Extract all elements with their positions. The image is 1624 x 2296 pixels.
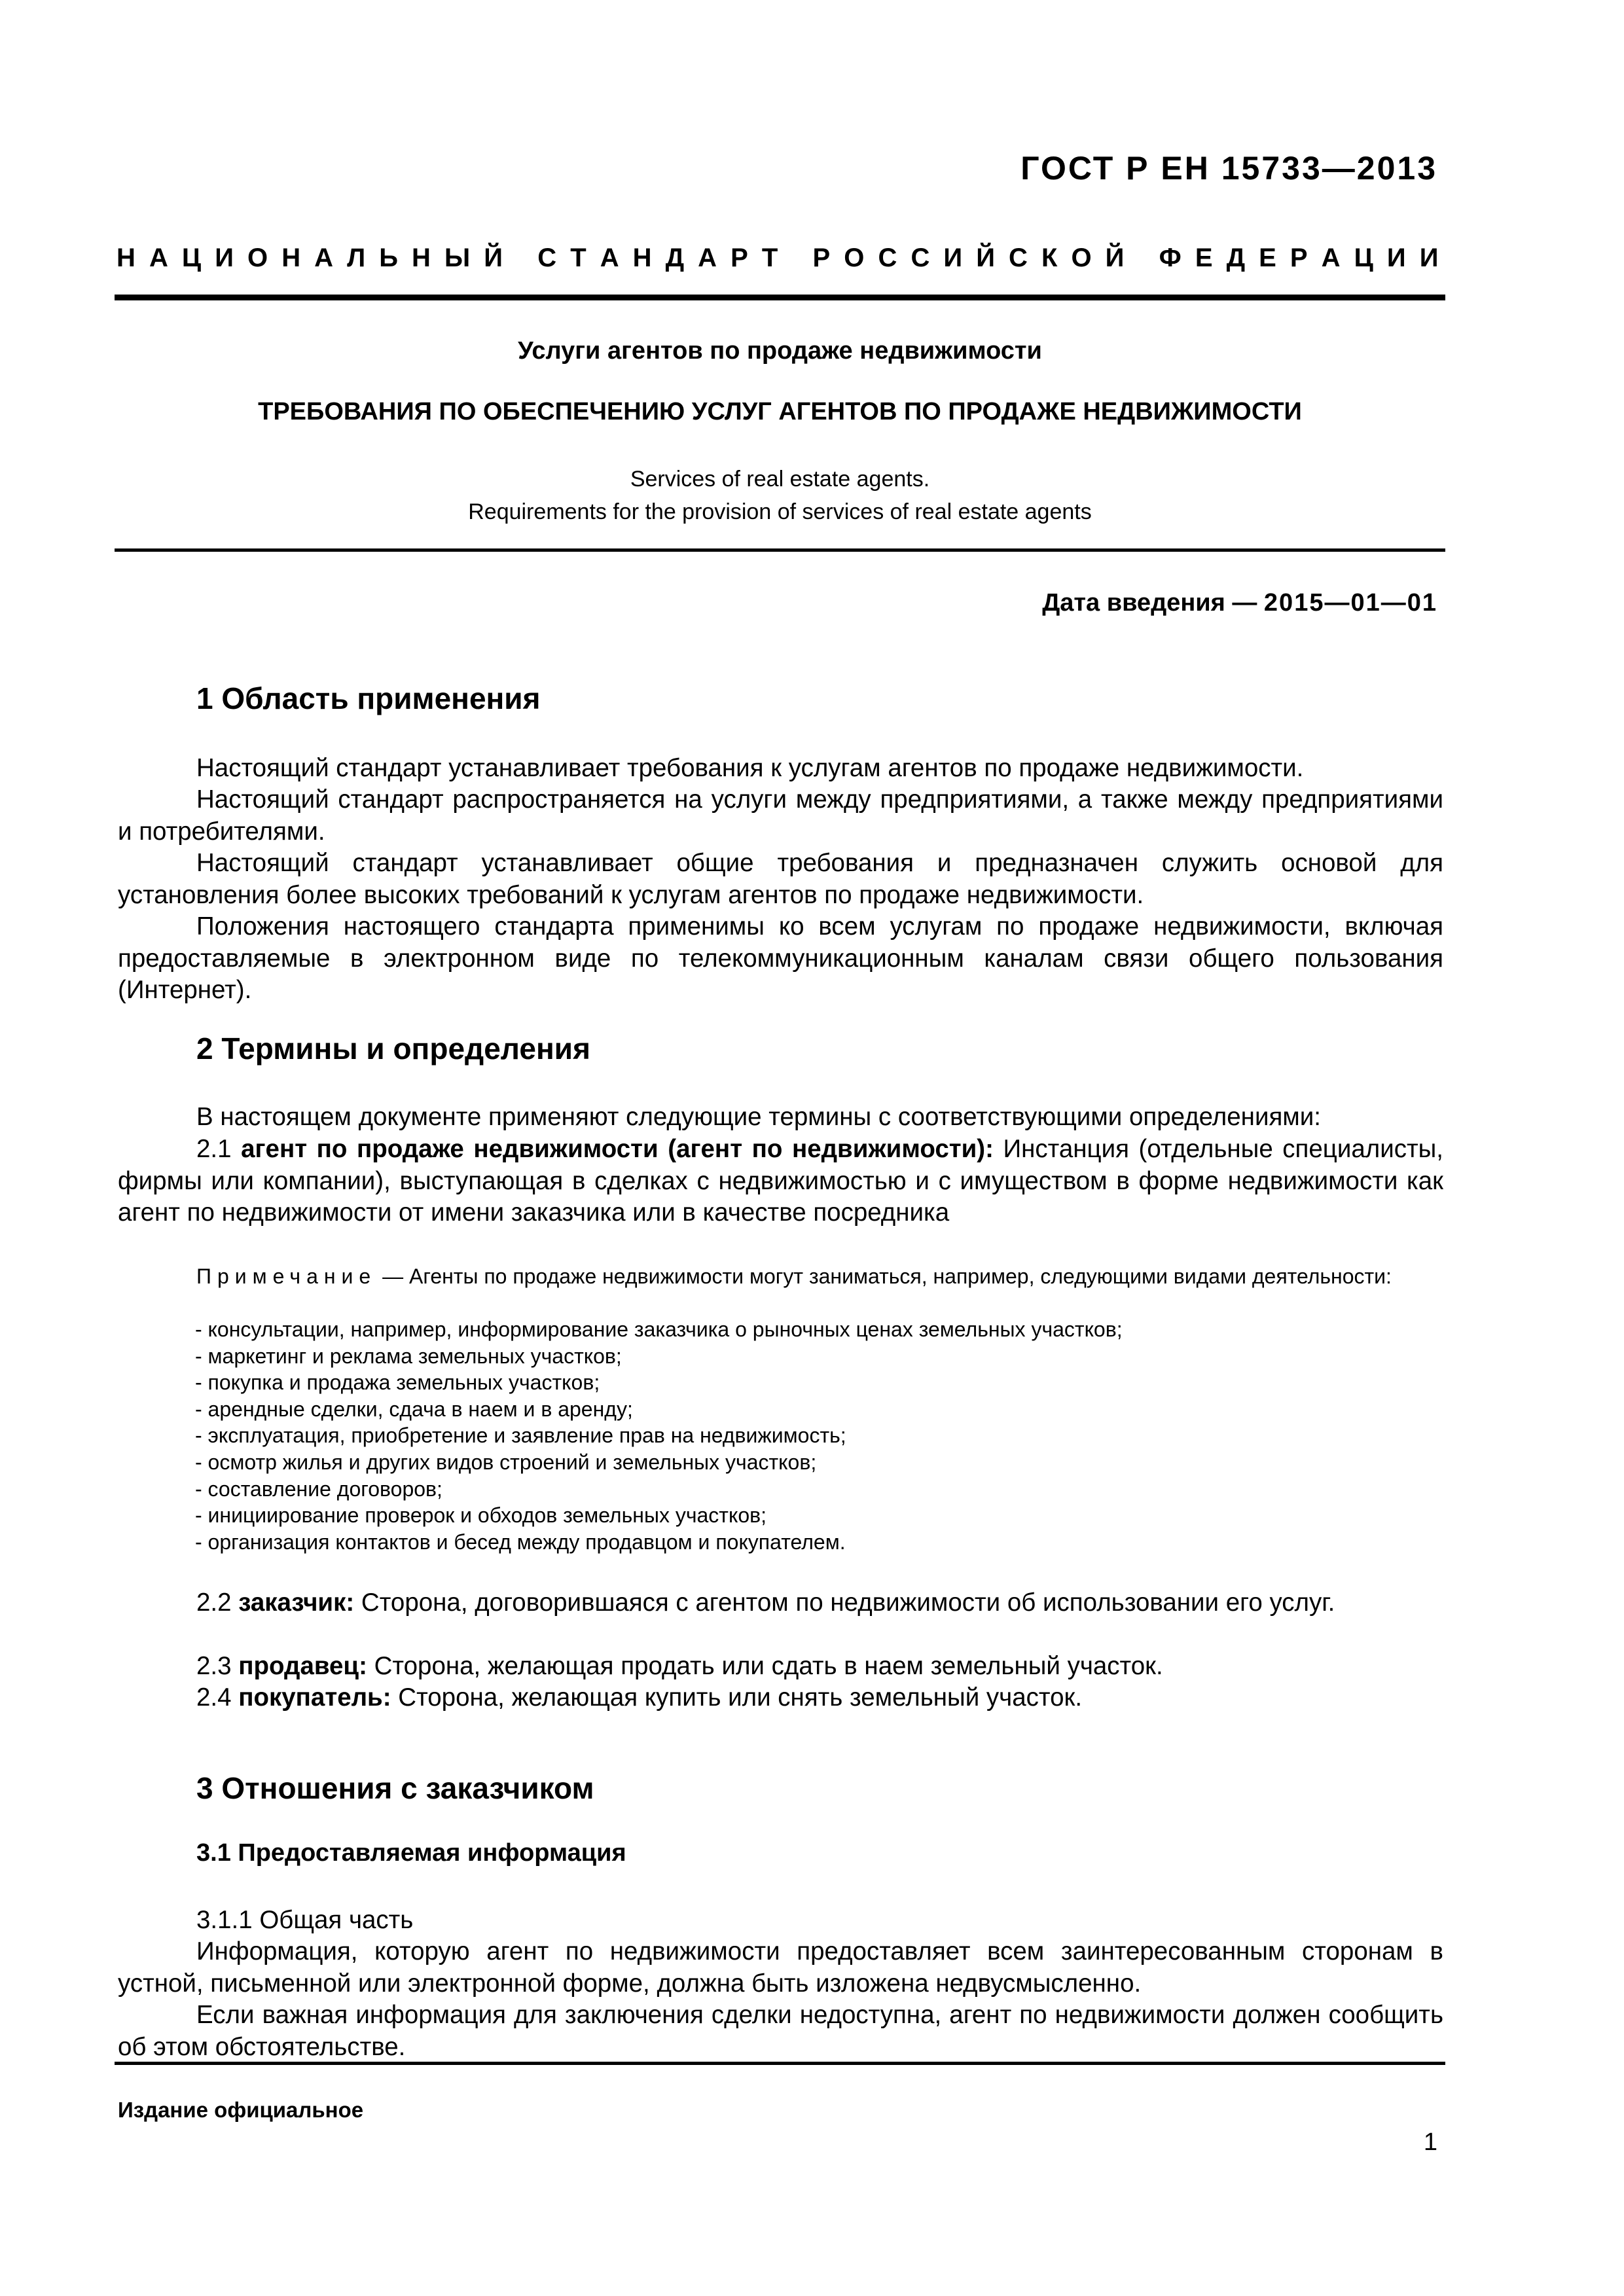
banner-letter: А (600, 243, 619, 272)
official-edition-label: Издание официальное (118, 2098, 364, 2122)
banner-letter: А (698, 243, 717, 272)
title-rule (115, 548, 1445, 552)
footer-rule (115, 2062, 1445, 2065)
term-2-3-term: продавец: (238, 1652, 367, 1680)
banner-letter: А (1321, 243, 1341, 272)
section-1-paragraph-3: Настоящий стандарт устанавливает общие требования и предназначен служить основой для установления более высоких требований к услугам агентов по продаже недвижимости. (118, 849, 1443, 909)
note-list-item: - инициирование проверок и обходов земельных участков; (195, 1503, 767, 1528)
term-2-2-term: заказчик: (238, 1588, 355, 1617)
english-title-line-2: Requirements for the provision of services of real estate agents (468, 499, 1092, 524)
note-list (195, 1316, 1123, 1555)
term-2-4-number: 2.4 (196, 1683, 239, 1712)
introduction-date (1042, 589, 1437, 617)
section-2-heading: 2 Термины и определения (196, 1031, 590, 1066)
note-list-item: - консультации, например, информирование заказчика о рыночных ценах земельных участков; (195, 1318, 1123, 1341)
banner-letter: Ц (181, 243, 202, 272)
banner-space (516, 243, 524, 273)
banner-letter: А (149, 243, 168, 272)
banner-letter: И (215, 243, 234, 272)
banner-letter: Р (812, 243, 831, 272)
section-3-heading: 3 Отношения с заказчиком (196, 1771, 594, 1805)
banner-letter: Т (570, 243, 586, 272)
banner-letter: Л (347, 243, 366, 272)
banner-letter: Й (484, 243, 503, 272)
banner-letter: О (844, 243, 865, 272)
banner-letter: Н (632, 243, 652, 272)
term-2-3 (118, 1651, 1443, 1683)
term-2-2-number: 2.2 (196, 1588, 239, 1617)
note-list-item: - арендные сделки, сдача в наем и в аренду; (195, 1397, 633, 1421)
term-2-1-definition: Инстанция (отдельные специалисты, фирмы или компании), выступающая в сделках с недвижимостью и с имуществом в форме недвижимости как агент по недвижимости от имени заказчика или в качестве посредника (118, 1135, 1443, 1227)
introduction-date-value: 2015—01—01 (1263, 589, 1437, 617)
note-text: — Агенты по продаже недвижимости могут заниматься, например, следующими видами деятельности: (376, 1265, 1392, 1288)
banner-letter: Р (1290, 243, 1308, 272)
banner-letter: Е (1195, 243, 1213, 272)
banner-letter: И (1419, 243, 1439, 272)
banner-letter: И (1386, 243, 1406, 272)
banner-letter: Е (1259, 243, 1276, 272)
banner-space (1138, 243, 1145, 273)
banner-letter: Р (731, 243, 748, 272)
note-list-item: - покупка и продажа земельных участков; (195, 1371, 600, 1395)
term-2-1-number: 2.1 (196, 1135, 242, 1163)
banner-letter: И (943, 243, 963, 272)
term-2-4 (118, 1682, 1443, 1714)
note-list-item: - маркетинг и реклама земельных участков; (195, 1344, 622, 1368)
term-2-1-term: агент по продаже недвижимости (агент по недвижимости): (241, 1135, 994, 1163)
banner-letter: Н (117, 243, 135, 272)
subsection-3-1-heading: 3.1 Предоставляемая информация (196, 1839, 626, 1867)
english-title (115, 463, 1445, 528)
term-2-4-definition: Сторона, желающая купить или снять земельный участок. (391, 1683, 1083, 1712)
section-1-paragraph-1: Настоящий стандарт устанавливает требования к услугам агентов по продаже недвижимости. (196, 754, 1304, 782)
banner-space (791, 243, 799, 273)
banner-letter: С (537, 243, 557, 272)
banner-letter: Ф (1159, 243, 1182, 272)
term-2-2-definition: Сторона, договорившаяся с агентом по недвижимости об использовании его услуг. (354, 1588, 1335, 1617)
note-list-item: - осмотр жилья и других видов строений и земельных участков; (195, 1450, 817, 1474)
section-1-heading: 1 Область применения (196, 681, 541, 715)
banner-letter: Д (1226, 243, 1246, 272)
english-title-line-1: Services of real estate agents. (630, 467, 930, 492)
document-subtitle: ТРЕБОВАНИЯ ПО ОБЕСПЕЧЕНИЮ УСЛУГ АГЕНТОВ ПО ПРОДАЖЕ НЕДВИЖИМОСТИ (258, 398, 1302, 425)
banner-letter: Ы (444, 243, 471, 272)
section-3-paragraph-1: Информация, которую агент по недвижимости предоставляет всем заинтересованным сторонам в устной, письменной или электронной форме, должна быть изложена недвусмысленно. (118, 1937, 1443, 1998)
note-list-item: - составление договоров; (195, 1477, 442, 1501)
banner-letter: Н (412, 243, 431, 272)
note-list-item: - эксплуатация, приобретение и заявление прав на недвижимость; (195, 1424, 846, 1448)
banner-letter: С (1009, 243, 1028, 272)
note-label: Примечание (196, 1265, 377, 1288)
banner-letter: Й (1105, 243, 1125, 272)
term-2-4-term: покупатель: (238, 1683, 391, 1712)
banner-letter: Ц (1354, 243, 1373, 272)
banner-letter: Т (761, 243, 778, 272)
term-2-3-number: 2.3 (196, 1652, 239, 1680)
header-rule (115, 295, 1445, 300)
banner-letter: О (247, 243, 268, 272)
section-1-paragraph-2: Настоящий стандарт распространяется на услуги между предприятиями, а также между предприятиями и потребителями. (118, 785, 1443, 846)
banner-letter: Д (665, 243, 685, 272)
section-1-paragraph-4: Положения настоящего стандарта применимы ко всем услугам по продаже недвижимости, включая предоставляемые в электронном виде по телекоммуникационным каналам связи общего пользования (Интернет). (118, 912, 1443, 1004)
banner-letter: С (878, 243, 897, 272)
banner-letter: Ь (379, 243, 398, 272)
standard-designation: ГОСТ Р ЕН 15733—2013 (1020, 150, 1437, 187)
note-list-item: - организация контактов и бесед между продавцом и покупателем. (195, 1530, 846, 1554)
section-2-intro: В настоящем документе применяют следующие термины с соответствующими определениями: (196, 1103, 1321, 1131)
section-3-paragraph-2: Если важная информация для заключения сделки недоступна, агент по недвижимости должен сообщить об этом обстоятельстве. (118, 2001, 1443, 2061)
banner-letter: К (1041, 243, 1058, 272)
banner-letter: А (314, 243, 334, 272)
page-number: 1 (1423, 2128, 1437, 2156)
banner-letter: О (1071, 243, 1092, 272)
national-standard-banner (117, 243, 1439, 273)
term-2-2 (118, 1587, 1443, 1619)
banner-letter: С (911, 243, 930, 272)
term-2-3-definition: Сторона, желающая продать или сдать в наем земельный участок. (367, 1652, 1163, 1680)
term-2-1 (118, 1134, 1443, 1229)
subsection-3-1-1-heading: 3.1.1 Общая часть (196, 1906, 414, 1934)
banner-letter: Н (281, 243, 301, 272)
note-paragraph (118, 1263, 1443, 1290)
document-title: Услуги агентов по продаже недвижимости (518, 337, 1042, 365)
banner-letter: Й (976, 243, 995, 272)
introduction-date-label: Дата введения — (1042, 589, 1264, 617)
